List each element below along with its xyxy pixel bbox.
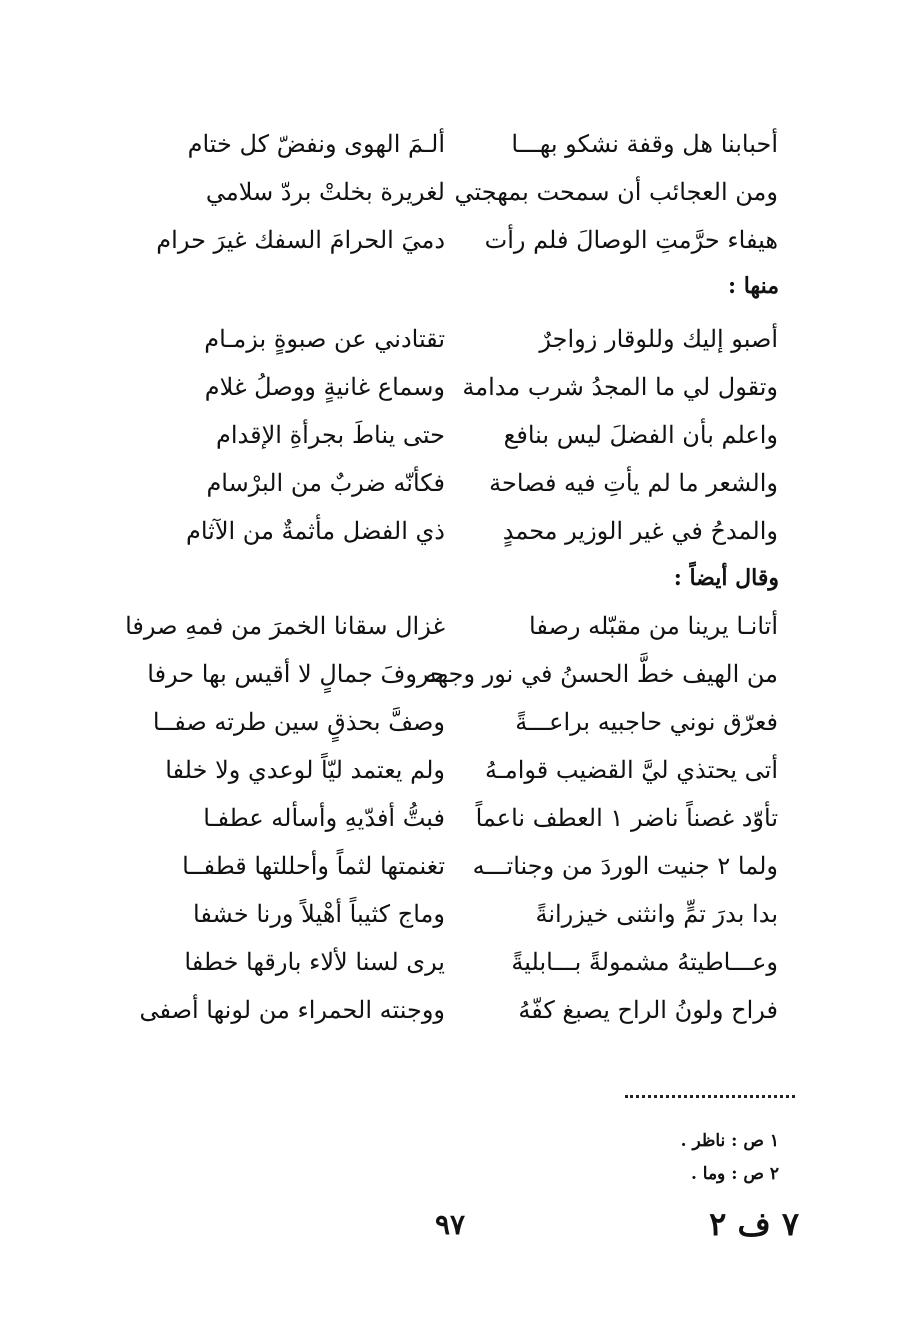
verse-line: [130, 120, 790, 168]
verse-line: [130, 411, 790, 459]
verse-line: [130, 650, 790, 698]
verse-second-hemistich: تقتادني عن صبوةٍ بزمـام: [204, 325, 445, 353]
verse-first-hemistich: والمدحُ في غير الوزير محمدٍ: [502, 517, 778, 545]
verse-line: [130, 746, 790, 794]
footnote-2: ٢ ص : وما .: [690, 1164, 779, 1184]
verse-second-hemistich: غزال سقانا الخمرَ من فمهِ صرفا: [125, 612, 445, 640]
verse-first-hemistich: أصبو إليك وللوقار زواجرٌ: [539, 325, 778, 353]
verse-second-hemistich: لغريرة بخلتْ بردّ سلامي: [205, 178, 445, 206]
section-heading-qala-aydan: وقال أيضاً :: [673, 565, 779, 591]
verse-second-hemistich: وماج كثيباً أهْيلاً ورنا خشفا: [193, 900, 445, 928]
verse-second-hemistich: فبتُّ أفدّيهِ وأسأله عطفـا: [203, 804, 445, 832]
verse-first-hemistich: تأوّد غصناً ناضر ١ العطف ناعماً: [475, 804, 778, 832]
verse-line: [130, 842, 790, 890]
verse-second-hemistich: حتى يناطَ بجرأةِ الإقدام: [215, 421, 445, 449]
verse-first-hemistich: ولما ٢ جنيت الوردَ من وجناتـــه: [472, 852, 778, 880]
footnote-divider: [625, 1095, 795, 1098]
verse-line: [130, 890, 790, 938]
verse-second-hemistich: فكأنّه ضربٌ من البرْسام: [206, 469, 445, 497]
verse-second-hemistich: يرى لسنا لألاء بارقها خطفا: [184, 948, 445, 976]
verse-line: [130, 168, 790, 216]
verse-line: [130, 794, 790, 842]
verse-first-hemistich: أتانـا يرينا من مقبّله رصفا: [529, 612, 778, 640]
verse-first-hemistich: والشعر ما لم يأتِ فيه فصاحة: [489, 469, 778, 497]
verse-first-hemistich: وتقول لي ما المجدُ شرب مدامة: [462, 373, 778, 401]
verse-second-hemistich: ذي الفضل مأثمةٌ من الآثام: [185, 517, 445, 545]
verse-line: [130, 315, 790, 363]
verse-first-hemistich: بدا بدرَ تمٍّ وانثنى خيزرانةً: [535, 900, 778, 928]
verse-second-hemistich: تغنمتها لثماً وأحللتها قطفــا: [182, 852, 445, 880]
verse-first-hemistich: أتى يحتذي ليَّ القضيب قوامـهُ: [484, 756, 778, 784]
verse-line: [125, 602, 790, 650]
verse-line: [130, 507, 790, 555]
verse-first-hemistich: أحبابنا هل وقفة نشكو بهـــا: [511, 130, 778, 158]
verse-line: [130, 986, 790, 1034]
verse-line: [130, 216, 790, 264]
verse-first-hemistich: واعلم بأن الفضلَ ليس بنافع: [503, 421, 778, 449]
verse-first-hemistich: هيفاء حرَّمتِ الوصالَ فلم رأت: [484, 226, 778, 254]
verse-line: [130, 459, 790, 507]
page-number: ٩٧: [435, 1208, 466, 1241]
verse-line: [130, 938, 790, 986]
verse-second-hemistich: ولم يعتمد ليّاً لوعدي ولا خلفا: [165, 756, 445, 784]
verse-first-hemistich: فعرّق نوني حاجبيه براعـــةً: [515, 708, 778, 736]
stanza-1: [130, 120, 790, 264]
verse-line: [130, 698, 790, 746]
signature-mark: ٧ ف ٢: [709, 1205, 799, 1243]
verse-second-hemistich: ألـمَ الهوى ونفضّ كل ختام: [187, 130, 445, 158]
stanza-2: [130, 315, 790, 555]
verse-first-hemistich: وعـــاطيتهُ مشمولةً بـــابليةً: [511, 948, 778, 976]
verse-second-hemistich: حروفَ جمالٍ لا أقيس بها حرفا: [147, 660, 445, 688]
verse-second-hemistich: وسماع غانيةٍ ووصلُ غلام: [204, 373, 445, 401]
section-heading-minha: منها :: [727, 273, 779, 299]
verse-first-hemistich: فراح ولونُ الراح يصبغ كفّهُ: [518, 996, 778, 1024]
verse-first-hemistich: ومن العجائب أن سمحت بمهجتي: [454, 178, 778, 206]
footnote-1: ١ ص : ناظر .: [680, 1131, 779, 1151]
verse-second-hemistich: دميَ الحرامَ السفك غيرَ حرام: [156, 226, 445, 254]
verse-first-hemistich: من الهيف خطَّ الحسنُ في نور وجهه: [424, 660, 778, 688]
verse-second-hemistich: ووجنته الحمراء من لونها أصفى: [139, 996, 445, 1024]
stanza-3: [125, 602, 790, 1034]
verse-line: [130, 363, 790, 411]
footnotes: [681, 1125, 779, 1191]
verse-second-hemistich: وصفَّ بحذقٍ سين طرته صفــا: [152, 708, 445, 736]
